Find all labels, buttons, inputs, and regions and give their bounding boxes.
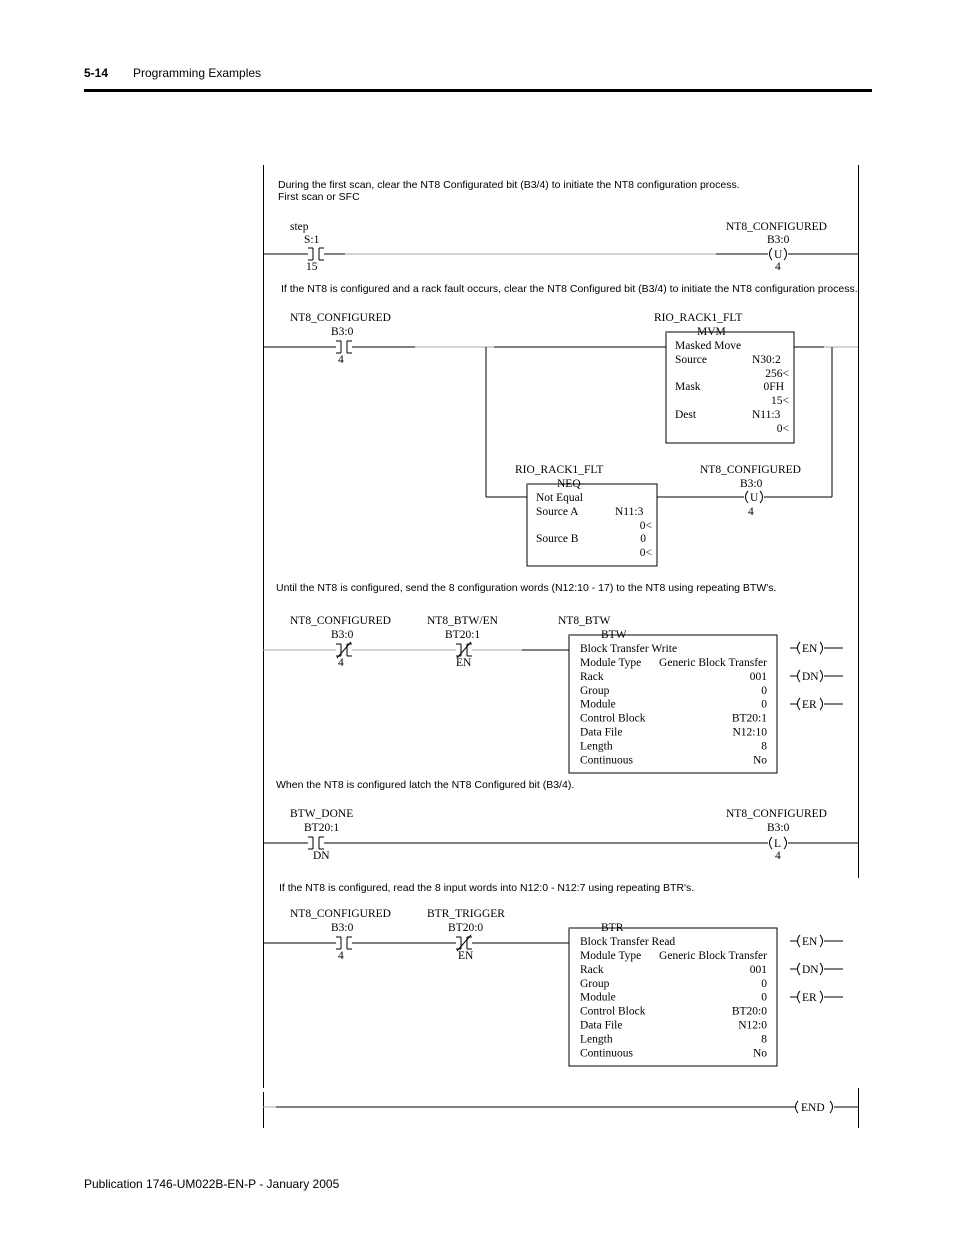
btw-title: Block Transfer Write <box>580 643 678 655</box>
section-number: 5-14 <box>84 66 109 80</box>
coil-address: B3:0 <box>767 822 790 834</box>
mvm-mask-value: 0FH <box>763 381 784 393</box>
rung1-comment: If the NT8 is configured and a rack fault occurs, clear the NT8 Configured bit (B3/4) to initiate the NT8 configuration process. <box>281 283 858 295</box>
rung0-contact[interactable] <box>263 221 324 273</box>
block-row-label: Data File <box>580 726 623 739</box>
rung0-coil[interactable] <box>726 221 827 273</box>
neq-b-data: 0< <box>639 547 652 559</box>
block-row-value: 0 <box>761 991 767 1004</box>
contact-tag: NT8_CONFIGURED <box>290 908 391 920</box>
rung2-contact2[interactable] <box>427 615 499 669</box>
contact-address: S:1 <box>304 234 320 246</box>
block-row-label: Module Type <box>580 950 642 962</box>
rung2-btw-block[interactable] <box>558 615 777 773</box>
coil-bit: 4 <box>775 850 781 862</box>
contact-bit: 4 <box>338 950 344 962</box>
block-row-value: 001 <box>749 670 767 683</box>
block-row-label: Continuous <box>580 754 634 767</box>
end-instruction <box>796 1101 833 1114</box>
contact-tag: step <box>290 221 309 233</box>
output-label: ER <box>802 699 817 711</box>
btr-rows <box>580 950 767 1059</box>
contact-tag: NT8_CONFIGURED <box>290 312 391 324</box>
block-row-label: Data File <box>580 1019 623 1032</box>
coil-bit: 4 <box>748 506 754 518</box>
coil-type: U <box>774 249 783 261</box>
block-row-label: Control Block <box>580 1005 646 1018</box>
rung2-contact1[interactable] <box>263 615 391 669</box>
block-row-value: No <box>752 1047 767 1060</box>
output-er <box>790 991 843 1004</box>
neq-tag: RIO_RACK1_FLT <box>515 464 604 476</box>
rung3-coil[interactable] <box>726 808 827 862</box>
block-row-value: Generic Block Transfer <box>659 657 767 669</box>
btr-title: Block Transfer Read <box>580 936 676 948</box>
mvm-name: MVM <box>697 326 726 338</box>
block-row-label: Group <box>580 684 610 697</box>
rung3-contact[interactable] <box>263 808 353 862</box>
block-row-label: Module <box>580 991 616 1004</box>
block-row-label: Rack <box>580 670 604 683</box>
rung2-comment: Until the NT8 is configured, send the 8 configuration words (N12:10 - 17) to the NT8 using repeating BTW's. <box>276 582 777 594</box>
btw-name: BTW <box>601 629 627 641</box>
coil-tag: NT8_CONFIGURED <box>700 464 801 476</box>
contact-address: B3:0 <box>331 629 354 641</box>
block-row-value: BT20:1 <box>731 712 767 725</box>
output-label: DN <box>802 964 819 976</box>
rung4-btr-block[interactable] <box>569 922 777 1066</box>
coil-tag: NT8_CONFIGURED <box>726 808 827 820</box>
coil-address: B3:0 <box>740 478 763 490</box>
block-row-value: N12:10 <box>732 726 767 739</box>
rung4-contact2[interactable] <box>427 908 505 962</box>
mvm-tag: RIO_RACK1_FLT <box>654 312 743 324</box>
mvm-source-value: N30:2 <box>752 354 781 366</box>
neq-a-label: Source A <box>536 506 579 518</box>
output-en <box>790 935 843 948</box>
block-row-value: 8 <box>761 1033 767 1046</box>
contact-tag: NT8_BTW/EN <box>427 615 498 627</box>
output-label: ER <box>802 992 817 1004</box>
neq-a-data: 0< <box>639 520 652 532</box>
output-er <box>790 698 843 711</box>
contact-address: B3:0 <box>331 326 354 338</box>
rung1-contact[interactable] <box>263 312 391 366</box>
rung3-comment: When the NT8 is configured latch the NT8 Configured bit (B3/4). <box>276 779 575 791</box>
neq-b-label: Source B <box>536 533 579 545</box>
coil-type: L <box>774 838 782 850</box>
block-row-label: Control Block <box>580 712 646 725</box>
block-row-label: Length <box>580 740 613 753</box>
contact-bit: EN <box>458 950 474 962</box>
coil-tag: NT8_CONFIGURED <box>726 221 827 233</box>
rung0-comment: During the first scan, clear the NT8 Configurated bit (B3/4) to initiate the NT8 configuration process. <box>278 179 740 191</box>
output-label: DN <box>802 671 819 683</box>
block-row-value: BT20:0 <box>731 1005 767 1018</box>
contact-tag: NT8_CONFIGURED <box>290 615 391 627</box>
block-row-label: Group <box>580 977 610 990</box>
mvm-source-data: 256< <box>765 368 789 380</box>
block-row-value: 001 <box>749 963 767 976</box>
block-row-value: Generic Block Transfer <box>659 950 767 962</box>
mvm-mask-data: 15< <box>771 395 789 407</box>
mvm-dest-label: Dest <box>675 409 697 421</box>
end-label: END <box>801 1102 825 1114</box>
contact-tag: BTR_TRIGGER <box>427 908 505 920</box>
contact-bit: 15 <box>306 261 318 273</box>
btr-name: BTR <box>601 922 624 934</box>
block-row-value: N12:0 <box>738 1019 767 1032</box>
rung1-mvm-block[interactable] <box>654 312 794 443</box>
publication-footer: Publication 1746-UM022B-EN-P - January 2005 <box>84 1177 340 1191</box>
rung4-comment: If the NT8 is configured, read the 8 input words into N12:0 - N12:7 using repeating BTR's. <box>279 882 695 894</box>
contact-address: BT20:1 <box>304 822 340 834</box>
btw-outputs <box>790 642 843 711</box>
rung4-contact1[interactable] <box>263 908 391 962</box>
neq-b-value: 0 <box>640 533 646 545</box>
mvm-title: Masked Move <box>675 340 742 352</box>
mvm-mask-label: Mask <box>675 381 701 393</box>
block-row-value: 0 <box>761 698 767 711</box>
contact-bit: DN <box>313 850 330 862</box>
btr-outputs <box>790 935 843 1004</box>
output-en <box>790 642 843 655</box>
coil-address: B3:0 <box>767 234 790 246</box>
block-row-value: 0 <box>761 684 767 697</box>
block-row-value: 0 <box>761 977 767 990</box>
block-row-label: Continuous <box>580 1047 634 1060</box>
mvm-source-label: Source <box>675 354 707 366</box>
neq-a-value: N11:3 <box>615 506 644 518</box>
output-label: EN <box>802 936 818 948</box>
block-row-label: Module <box>580 698 616 711</box>
contact-address: BT20:1 <box>445 629 481 641</box>
mvm-dest-value: N11:3 <box>752 409 781 421</box>
block-row-label: Module Type <box>580 657 642 669</box>
block-row-label: Rack <box>580 963 604 976</box>
block-row-label: Length <box>580 1033 613 1046</box>
output-label: EN <box>802 643 818 655</box>
block-row-value: No <box>752 754 767 767</box>
contact-bit: 4 <box>338 657 344 669</box>
coil-bit: 4 <box>775 261 781 273</box>
contact-address: BT20:0 <box>448 922 484 934</box>
btw-tag: NT8_BTW <box>558 615 611 627</box>
btw-rows <box>580 657 767 766</box>
rung0-comment-2: First scan or SFC <box>278 191 360 203</box>
neq-name: NEQ <box>557 478 581 490</box>
contact-bit: EN <box>456 657 472 669</box>
section-title: Programming Examples <box>133 66 262 80</box>
coil-type: U <box>750 492 759 504</box>
contact-address: B3:0 <box>331 922 354 934</box>
rung1-coil[interactable] <box>700 464 801 518</box>
output-dn <box>790 670 843 683</box>
contact-bit: 4 <box>338 354 344 366</box>
contact-tag: BTW_DONE <box>290 808 354 820</box>
neq-title: Not Equal <box>536 492 583 504</box>
block-row-value: 8 <box>761 740 767 753</box>
output-dn <box>790 963 843 976</box>
rung1-neq-block[interactable] <box>515 464 657 566</box>
mvm-dest-data: 0< <box>776 423 789 435</box>
